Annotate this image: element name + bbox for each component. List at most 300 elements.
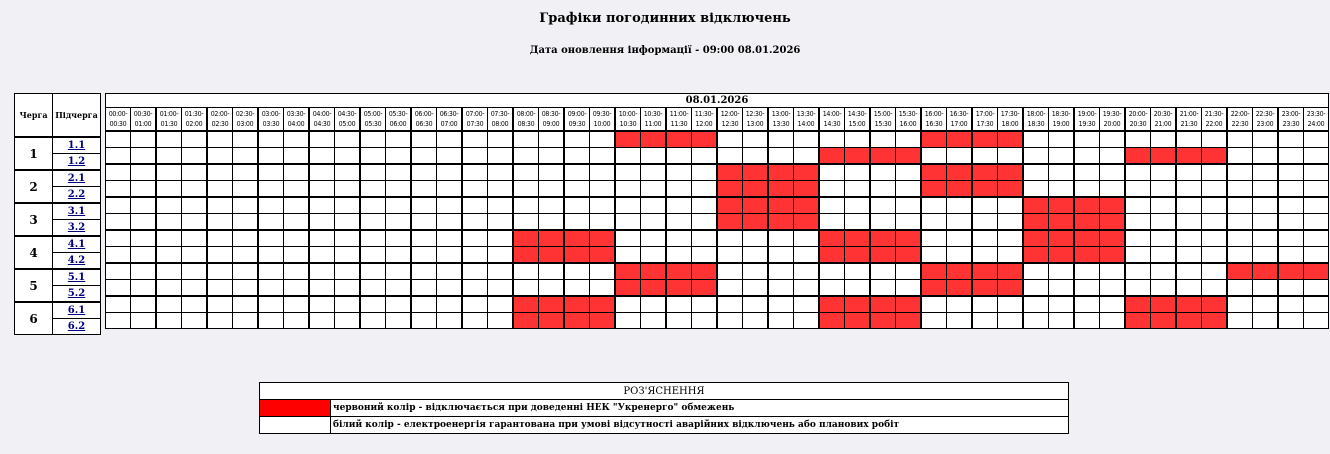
outage-cell bbox=[870, 296, 896, 313]
subqueue-link[interactable] bbox=[53, 269, 101, 286]
power-cell bbox=[462, 214, 488, 231]
time-slot-end: 11:00 bbox=[644, 120, 662, 128]
power-cell bbox=[743, 296, 769, 313]
outage-cell bbox=[972, 263, 998, 280]
outage-cell bbox=[1125, 148, 1151, 165]
outage-cell bbox=[947, 280, 973, 297]
time-slot-start: 21:30- bbox=[1204, 110, 1224, 118]
power-cell bbox=[437, 263, 463, 280]
power-cell bbox=[1304, 148, 1329, 165]
power-cell bbox=[1278, 313, 1304, 329]
power-cell bbox=[921, 197, 947, 214]
subqueue-label[interactable]: 6.1 bbox=[67, 305, 86, 316]
power-cell bbox=[947, 230, 973, 247]
outage-cell bbox=[870, 230, 896, 247]
power-cell bbox=[360, 263, 386, 280]
power-cell bbox=[437, 164, 463, 181]
power-cell bbox=[437, 280, 463, 297]
power-cell bbox=[921, 296, 947, 313]
power-cell bbox=[182, 148, 208, 165]
power-cell bbox=[870, 197, 896, 214]
outage-cell bbox=[768, 181, 794, 198]
power-cell bbox=[106, 263, 131, 280]
power-cell bbox=[641, 247, 667, 264]
power-cell bbox=[666, 197, 692, 214]
queue-number: 2 bbox=[15, 170, 53, 203]
legend-swatch-white bbox=[260, 417, 331, 434]
power-cell bbox=[1253, 280, 1279, 297]
time-slot-start: 00:00- bbox=[108, 110, 128, 118]
time-slot-header bbox=[335, 108, 361, 132]
power-cell bbox=[233, 131, 259, 148]
power-cell bbox=[1049, 131, 1075, 148]
subqueue-link[interactable] bbox=[53, 319, 101, 335]
power-cell bbox=[131, 280, 157, 297]
outage-cell bbox=[539, 247, 565, 264]
power-cell bbox=[539, 263, 565, 280]
power-cell bbox=[513, 181, 539, 198]
power-cell bbox=[1227, 296, 1253, 313]
power-cell bbox=[1074, 263, 1100, 280]
power-cell bbox=[692, 230, 718, 247]
outage-cell bbox=[1074, 197, 1100, 214]
power-cell bbox=[1049, 280, 1075, 297]
outage-cell bbox=[819, 313, 845, 329]
power-cell bbox=[258, 263, 284, 280]
power-cell bbox=[335, 247, 361, 264]
power-cell bbox=[615, 164, 641, 181]
time-slot-header bbox=[1304, 108, 1329, 132]
power-cell bbox=[615, 247, 641, 264]
subqueue-label[interactable]: 4.1 bbox=[67, 239, 86, 250]
subqueue-label[interactable]: 6.2 bbox=[67, 321, 86, 332]
power-cell bbox=[462, 263, 488, 280]
power-cell bbox=[615, 197, 641, 214]
schedule-row bbox=[106, 280, 1329, 297]
outage-cell bbox=[972, 131, 998, 148]
power-cell bbox=[156, 164, 182, 181]
time-slot-header bbox=[462, 108, 488, 132]
power-cell bbox=[411, 131, 437, 148]
outage-cell bbox=[539, 230, 565, 247]
outage-cell bbox=[1202, 296, 1228, 313]
power-cell bbox=[1151, 181, 1177, 198]
power-cell bbox=[1202, 131, 1228, 148]
subqueue-label[interactable]: 3.1 bbox=[67, 206, 86, 217]
time-slot-start: 01:30- bbox=[184, 110, 204, 118]
outage-cell bbox=[1100, 197, 1126, 214]
queue-number: 4 bbox=[15, 236, 53, 269]
power-cell bbox=[819, 181, 845, 198]
power-cell bbox=[513, 197, 539, 214]
power-cell bbox=[947, 148, 973, 165]
power-cell bbox=[1227, 313, 1253, 329]
time-slot-header bbox=[590, 108, 616, 132]
power-cell bbox=[1227, 131, 1253, 148]
power-cell bbox=[1125, 181, 1151, 198]
power-cell bbox=[845, 181, 871, 198]
power-cell bbox=[513, 148, 539, 165]
queue-number: 6 bbox=[15, 302, 53, 335]
power-cell bbox=[1202, 280, 1228, 297]
power-cell bbox=[666, 296, 692, 313]
power-cell bbox=[1023, 181, 1049, 198]
time-slot-start: 22:00- bbox=[1230, 110, 1250, 118]
power-cell bbox=[488, 164, 514, 181]
time-slot-header bbox=[258, 108, 284, 132]
power-cell bbox=[1125, 131, 1151, 148]
power-cell bbox=[284, 230, 310, 247]
outage-cell bbox=[564, 230, 590, 247]
power-cell bbox=[768, 148, 794, 165]
power-cell bbox=[258, 197, 284, 214]
power-cell bbox=[411, 263, 437, 280]
power-cell bbox=[1023, 313, 1049, 329]
subqueue-link[interactable] bbox=[53, 170, 101, 187]
power-cell bbox=[360, 230, 386, 247]
power-cell bbox=[1100, 313, 1126, 329]
power-cell bbox=[666, 214, 692, 231]
power-cell bbox=[1176, 164, 1202, 181]
subqueue-link[interactable] bbox=[53, 203, 101, 220]
time-slot-start: 05:00- bbox=[363, 110, 383, 118]
outage-cell bbox=[998, 131, 1024, 148]
power-cell bbox=[1278, 131, 1304, 148]
header-subqueue: Підчерга bbox=[53, 94, 101, 138]
power-cell bbox=[1100, 181, 1126, 198]
outage-cell bbox=[819, 296, 845, 313]
power-cell bbox=[309, 214, 335, 231]
power-cell bbox=[182, 197, 208, 214]
power-cell bbox=[156, 131, 182, 148]
power-cell bbox=[692, 247, 718, 264]
power-cell bbox=[794, 280, 820, 297]
queue-number: 1 bbox=[15, 137, 53, 170]
power-cell bbox=[386, 296, 412, 313]
outage-cell bbox=[1074, 214, 1100, 231]
outage-cell bbox=[717, 164, 743, 181]
outage-cell bbox=[1100, 247, 1126, 264]
power-cell bbox=[309, 230, 335, 247]
outage-cell bbox=[870, 313, 896, 329]
power-cell bbox=[360, 197, 386, 214]
power-cell bbox=[1278, 197, 1304, 214]
outage-cell bbox=[564, 247, 590, 264]
power-cell bbox=[513, 131, 539, 148]
outage-cell bbox=[666, 263, 692, 280]
time-slot-end: 06:00 bbox=[389, 120, 407, 128]
power-cell bbox=[411, 313, 437, 329]
power-cell bbox=[1023, 164, 1049, 181]
power-cell bbox=[666, 148, 692, 165]
subqueue-link[interactable] bbox=[53, 236, 101, 253]
power-cell bbox=[870, 214, 896, 231]
time-slot-end: 16:30 bbox=[925, 120, 943, 128]
outage-cell bbox=[590, 230, 616, 247]
outage-cell bbox=[998, 263, 1024, 280]
outage-cell bbox=[896, 313, 922, 329]
subqueue-link[interactable] bbox=[53, 253, 101, 270]
time-slot-end: 13:00 bbox=[746, 120, 764, 128]
power-cell bbox=[666, 164, 692, 181]
power-cell bbox=[768, 230, 794, 247]
power-cell bbox=[360, 181, 386, 198]
power-cell bbox=[921, 148, 947, 165]
power-cell bbox=[1253, 131, 1279, 148]
power-cell bbox=[1049, 148, 1075, 165]
power-cell bbox=[1202, 164, 1228, 181]
power-cell bbox=[335, 148, 361, 165]
power-cell bbox=[615, 313, 641, 329]
subqueue-link[interactable] bbox=[53, 137, 101, 154]
power-cell bbox=[1253, 164, 1279, 181]
power-cell bbox=[921, 247, 947, 264]
power-cell bbox=[106, 280, 131, 297]
time-slot-header bbox=[743, 108, 769, 132]
power-cell bbox=[666, 313, 692, 329]
power-cell bbox=[564, 131, 590, 148]
power-cell bbox=[1253, 148, 1279, 165]
time-slot-header bbox=[1176, 108, 1202, 132]
time-slot-header bbox=[1227, 108, 1253, 132]
time-slot-start: 18:00- bbox=[1026, 110, 1046, 118]
time-slot-header bbox=[998, 108, 1024, 132]
power-cell bbox=[462, 148, 488, 165]
power-cell bbox=[360, 247, 386, 264]
power-cell bbox=[335, 181, 361, 198]
subqueue-link[interactable] bbox=[53, 187, 101, 204]
time-slot-start: 11:00- bbox=[669, 110, 689, 118]
time-slot-start: 17:30- bbox=[1000, 110, 1020, 118]
power-cell bbox=[590, 280, 616, 297]
power-cell bbox=[131, 131, 157, 148]
power-cell bbox=[845, 263, 871, 280]
power-cell bbox=[411, 280, 437, 297]
power-cell bbox=[717, 230, 743, 247]
outage-cell bbox=[564, 313, 590, 329]
power-cell bbox=[794, 296, 820, 313]
power-cell bbox=[564, 181, 590, 198]
queue-number: 5 bbox=[15, 269, 53, 302]
power-cell bbox=[998, 313, 1024, 329]
time-slot-start: 12:00- bbox=[720, 110, 740, 118]
power-cell bbox=[794, 148, 820, 165]
power-cell bbox=[284, 164, 310, 181]
power-cell bbox=[437, 131, 463, 148]
power-cell bbox=[768, 131, 794, 148]
outage-cell bbox=[1049, 214, 1075, 231]
power-cell bbox=[794, 263, 820, 280]
subqueue-label[interactable]: 5.1 bbox=[67, 272, 86, 283]
power-cell bbox=[207, 296, 233, 313]
power-cell bbox=[717, 313, 743, 329]
power-cell bbox=[207, 313, 233, 329]
time-slot-start: 05:30- bbox=[388, 110, 408, 118]
power-cell bbox=[641, 230, 667, 247]
time-slot-end: 20:00 bbox=[1103, 120, 1121, 128]
subqueue-label[interactable]: 1.2 bbox=[67, 156, 86, 167]
power-cell bbox=[437, 214, 463, 231]
outage-cell bbox=[743, 214, 769, 231]
power-cell bbox=[437, 148, 463, 165]
power-cell bbox=[513, 280, 539, 297]
power-cell bbox=[233, 296, 259, 313]
time-slot-header bbox=[768, 108, 794, 132]
power-cell bbox=[1125, 247, 1151, 264]
time-slot-start: 03:30- bbox=[286, 110, 306, 118]
power-cell bbox=[1278, 280, 1304, 297]
subqueue-label[interactable]: 2.1 bbox=[67, 173, 86, 184]
outage-cell bbox=[870, 247, 896, 264]
outage-cell bbox=[1151, 148, 1177, 165]
time-slot-header bbox=[564, 108, 590, 132]
outage-cell bbox=[1202, 313, 1228, 329]
power-cell bbox=[156, 230, 182, 247]
power-cell bbox=[258, 131, 284, 148]
outage-cell bbox=[768, 164, 794, 181]
power-cell bbox=[692, 214, 718, 231]
power-cell bbox=[717, 247, 743, 264]
power-cell bbox=[1074, 131, 1100, 148]
power-cell bbox=[870, 280, 896, 297]
power-cell bbox=[1176, 197, 1202, 214]
power-cell bbox=[1151, 214, 1177, 231]
power-cell bbox=[309, 263, 335, 280]
power-cell bbox=[156, 181, 182, 198]
power-cell bbox=[641, 148, 667, 165]
schedule-table bbox=[105, 93, 1329, 329]
subqueue-link[interactable] bbox=[53, 220, 101, 237]
power-cell bbox=[488, 148, 514, 165]
power-cell bbox=[1049, 313, 1075, 329]
power-cell bbox=[513, 263, 539, 280]
time-slot-start: 04:00- bbox=[312, 110, 332, 118]
power-cell bbox=[539, 280, 565, 297]
power-cell bbox=[335, 263, 361, 280]
time-slot-header bbox=[182, 108, 208, 132]
time-slot-start: 15:00- bbox=[873, 110, 893, 118]
power-cell bbox=[207, 148, 233, 165]
outage-cell bbox=[1125, 296, 1151, 313]
subqueue-label[interactable]: 3.2 bbox=[67, 222, 86, 233]
time-slot-end: 21:30 bbox=[1180, 120, 1198, 128]
time-slot-header bbox=[106, 108, 131, 132]
subqueue-label[interactable]: 2.2 bbox=[67, 189, 86, 200]
schedule-row bbox=[106, 164, 1329, 181]
outage-cell bbox=[1049, 197, 1075, 214]
power-cell bbox=[233, 247, 259, 264]
power-cell bbox=[539, 148, 565, 165]
power-cell bbox=[335, 131, 361, 148]
time-slot-end: 23:30 bbox=[1282, 120, 1300, 128]
power-cell bbox=[309, 131, 335, 148]
subqueue-link[interactable] bbox=[53, 286, 101, 303]
power-cell bbox=[1049, 164, 1075, 181]
time-slot-end: 24:00 bbox=[1307, 120, 1325, 128]
time-slot-header bbox=[437, 108, 463, 132]
power-cell bbox=[309, 148, 335, 165]
power-cell bbox=[896, 181, 922, 198]
subqueue-link[interactable] bbox=[53, 302, 101, 319]
power-cell bbox=[1253, 247, 1279, 264]
power-cell bbox=[615, 148, 641, 165]
power-cell bbox=[182, 181, 208, 198]
power-cell bbox=[182, 296, 208, 313]
time-slot-header bbox=[488, 108, 514, 132]
time-slot-header bbox=[896, 108, 922, 132]
power-cell bbox=[1023, 280, 1049, 297]
time-slot-end: 13:30 bbox=[772, 120, 790, 128]
time-slot-start: 09:30- bbox=[592, 110, 612, 118]
power-cell bbox=[131, 164, 157, 181]
power-cell bbox=[233, 164, 259, 181]
power-cell bbox=[437, 247, 463, 264]
outage-cell bbox=[921, 280, 947, 297]
subqueue-label[interactable]: 1.1 bbox=[67, 140, 86, 151]
power-cell bbox=[1202, 230, 1228, 247]
time-slot-end: 05:30 bbox=[364, 120, 382, 128]
time-slot-header bbox=[1074, 108, 1100, 132]
outage-cell bbox=[896, 148, 922, 165]
outage-cell bbox=[1100, 230, 1126, 247]
power-cell bbox=[462, 197, 488, 214]
power-cell bbox=[309, 296, 335, 313]
legend-swatch-red bbox=[260, 400, 331, 417]
power-cell bbox=[284, 148, 310, 165]
power-cell bbox=[386, 280, 412, 297]
subqueue-label[interactable]: 5.2 bbox=[67, 288, 86, 299]
outage-cell bbox=[717, 181, 743, 198]
power-cell bbox=[998, 214, 1024, 231]
power-cell bbox=[1100, 148, 1126, 165]
power-cell bbox=[1100, 164, 1126, 181]
power-cell bbox=[106, 313, 131, 329]
time-slot-start: 17:00- bbox=[975, 110, 995, 118]
time-slot-end: 08:00 bbox=[491, 120, 509, 128]
time-slot-start: 07:00- bbox=[465, 110, 485, 118]
power-cell bbox=[1304, 280, 1329, 297]
time-slot-header bbox=[411, 108, 437, 132]
outage-cell bbox=[794, 164, 820, 181]
power-cell bbox=[1278, 247, 1304, 264]
outage-cell bbox=[1202, 148, 1228, 165]
power-cell bbox=[156, 148, 182, 165]
outage-cell bbox=[615, 280, 641, 297]
subqueue-link[interactable] bbox=[53, 154, 101, 171]
time-slot-header bbox=[233, 108, 259, 132]
outage-cell bbox=[998, 164, 1024, 181]
power-cell bbox=[309, 181, 335, 198]
time-slot-header bbox=[717, 108, 743, 132]
legend-text-red: червоний колір - відключається при доведенні НЕК "Укренерго" обмежень bbox=[331, 400, 1069, 417]
subqueue-label[interactable]: 4.2 bbox=[67, 255, 86, 266]
time-slot-header bbox=[615, 108, 641, 132]
time-slot-end: 08:30 bbox=[517, 120, 535, 128]
power-cell bbox=[998, 197, 1024, 214]
power-cell bbox=[284, 247, 310, 264]
power-cell bbox=[743, 313, 769, 329]
time-slot-header bbox=[1049, 108, 1075, 132]
power-cell bbox=[207, 164, 233, 181]
power-cell bbox=[411, 181, 437, 198]
power-cell bbox=[1100, 263, 1126, 280]
time-slot-end: 10:00 bbox=[593, 120, 611, 128]
time-slot-start: 10:00- bbox=[618, 110, 638, 118]
time-slot-header bbox=[794, 108, 820, 132]
power-cell bbox=[258, 148, 284, 165]
power-cell bbox=[1100, 296, 1126, 313]
power-cell bbox=[768, 263, 794, 280]
